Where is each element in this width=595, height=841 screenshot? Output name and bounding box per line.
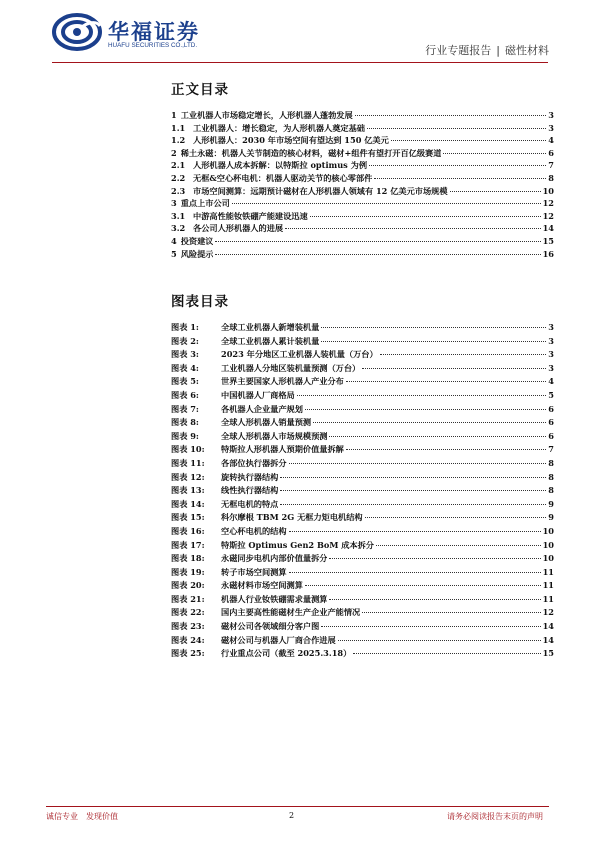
figure-number: 图表 23: [171,621,205,632]
figure-title: 国内主要高性能磁材生产企业产能情况 [221,607,361,618]
figure-number: 图表 6: [171,389,199,400]
leader-dots [353,653,540,654]
figure-title: 转子市场空间测算 [221,566,287,577]
figure-entry[interactable] [171,621,554,635]
figure-number: 图表 2: [171,335,199,346]
toc-entry[interactable] [171,186,554,199]
figure-title: 科尔摩根 TBM 2G 无框力矩电机结构 [221,512,363,523]
figure-page: 11 [542,566,554,577]
leader-dots [280,490,546,491]
figure-title: 永磁材料市场空间测算 [221,580,303,591]
figure-entry[interactable] [171,580,554,594]
figure-entry[interactable] [171,336,554,350]
figure-entry[interactable] [171,499,554,513]
leader-dots [365,517,547,518]
footer-slogan-1: 诚信专业 [46,812,78,821]
toc-entry[interactable] [171,211,554,224]
figure-number: 图表 11: [171,457,205,468]
figure-number: 图表 5: [171,376,199,387]
leader-dots [321,626,540,627]
footer-disclaimer: 请务必阅读报告末页的声明 [447,812,543,821]
figure-number: 图表 19: [171,566,205,577]
figure-number: 图表 20: [171,580,205,591]
toc-number: 1.1 [171,122,186,133]
leader-dots [362,368,546,369]
figure-page: 8 [548,485,554,496]
toc-number: 3.1 [171,210,186,221]
footer-divider [46,806,549,807]
toc-page: 4 [548,135,554,146]
figure-page: 10 [542,553,554,564]
figure-number: 图表 15: [171,512,205,523]
leader-dots [305,585,541,586]
figure-number: 图表 8: [171,417,199,428]
figure-number: 图表 17: [171,539,205,550]
toc-page: 7 [548,160,554,171]
footer-slogan-2: 发现价值 [86,812,118,821]
figure-page: 10 [542,539,554,550]
figure-entry[interactable] [171,458,554,472]
toc-entry[interactable] [171,198,554,211]
toc-title: 工业机器人：增长稳定，为人形机器人奠定基础 [193,122,365,133]
leader-dots [443,153,546,154]
figure-title: 行业重点公司（截至 2025.3.18） [221,648,352,659]
figure-title: 全球人形机器人销量预测 [221,417,312,428]
header-divider [52,62,548,63]
figure-page: 15 [542,648,554,659]
figure-title: 全球工业机器人累计装机量 [221,335,320,346]
figure-title: 中国机器人厂商格局 [221,389,295,400]
figure-number: 图表 7: [171,403,199,414]
figure-title: 机器人行业钕铁硼需求量测算 [221,593,328,604]
figure-entry[interactable] [171,444,554,458]
figure-entry[interactable] [171,322,554,336]
figure-title: 全球人形机器人市场规模预测 [221,430,328,441]
figure-page: 3 [548,349,554,360]
leader-dots [367,128,546,129]
toc-entry[interactable] [171,110,554,123]
page-number: 2 [289,811,295,820]
leader-dots [329,436,546,437]
figure-page: 3 [548,322,554,332]
figure-title: 各机器人企业量产规划 [221,403,303,414]
figure-page: 12 [542,607,554,618]
figure-number: 图表 12: [171,471,205,482]
toc-entry[interactable] [171,148,554,161]
figure-title: 世界主要国家人形机器人产业分布 [221,376,344,387]
leader-dots [232,203,541,204]
toc-title: 风险提示 [180,248,214,259]
leader-dots [305,409,546,410]
figure-number: 图表 25: [171,648,205,659]
leader-dots [346,381,546,382]
leader-dots [280,477,546,478]
figure-title: 工业机器人分地区装机量预测（万台） [221,362,361,373]
leader-dots [380,354,547,355]
figure-entry[interactable] [171,512,554,526]
toc-number: 2 [171,147,177,158]
toc-page: 16 [542,248,554,259]
figure-entry[interactable] [171,648,554,662]
figure-number: 图表 18: [171,553,205,564]
figure-entry[interactable] [171,526,554,540]
figure-title: 线性执行器结构 [221,485,279,496]
figure-title: 特斯拉人形机器人预期价值量拆解 [221,444,344,455]
figure-page: 8 [548,457,554,468]
figures-title: 图表目录 [171,294,229,310]
toc-entry[interactable] [171,223,554,236]
leader-dots [391,140,546,141]
figure-title: 各部位执行器拆分 [221,457,287,468]
leader-dots [362,612,540,613]
toc-number: 2.1 [171,160,186,171]
figure-page: 3 [548,362,554,373]
figure-number: 图表 14: [171,498,205,509]
leader-dots [280,504,546,505]
toc-page: 15 [542,235,554,246]
toc-entry[interactable] [171,135,554,148]
figure-number: 图表 3: [171,349,199,360]
toc-title: 市场空间测算：远期预计磁材在人形机器人领域有 12 亿美元市场规模 [193,185,448,196]
leader-dots [329,558,540,559]
toc-title: 各公司人形机器人的进展 [193,223,284,234]
figure-entry[interactable] [171,431,554,445]
toc-page: 3 [548,122,554,133]
figure-page: 5 [548,389,554,400]
toc-title: 工业机器人市场稳定增长，人形机器人蓬勃发展 [180,110,353,120]
figure-page: 3 [548,335,554,346]
figure-entry[interactable] [171,485,554,499]
figure-page: 6 [548,403,554,414]
figure-title: 磁材公司与机器人厂商合作进展 [221,634,336,645]
figure-entry[interactable] [171,390,554,404]
logo-chinese-name: 华福证券 [108,20,200,44]
figure-entry[interactable] [171,607,554,621]
toc-page: 10 [542,185,554,196]
leader-dots [289,531,541,532]
toc-number: 1.2 [171,135,186,146]
leader-dots [329,599,540,600]
figure-page: 9 [548,512,554,523]
figure-title: 无框电机的特点 [221,498,279,509]
leader-dots [289,463,547,464]
footer-slogan [46,811,118,822]
leader-dots [285,228,541,229]
figure-page: 14 [542,621,554,632]
huafu-emblem-icon [52,12,102,52]
figure-page: 6 [548,417,554,428]
figure-entry[interactable] [171,553,554,567]
figure-entry[interactable] [171,540,554,554]
figure-page: 8 [548,471,554,482]
toc-entry[interactable] [171,249,554,262]
report-type-label: 行业专题报告 [425,44,492,57]
toc-number: 4 [171,235,177,246]
figure-entry[interactable] [171,363,554,377]
figure-title: 2023 年分地区工业机器人装机量（万台） [221,349,378,360]
figures-list [171,322,554,662]
figure-page: 4 [548,376,554,387]
toc-title: 中游高性能钕铁硼产能建设迅速 [193,210,308,221]
leader-dots [450,191,541,192]
figure-entry[interactable] [171,404,554,418]
figure-page: 10 [542,525,554,536]
toc-entry[interactable] [171,123,554,136]
figure-number: 图表 24: [171,634,205,645]
leader-dots [355,115,547,116]
toc-title: 重点上市公司 [180,198,230,209]
leader-dots [215,241,540,242]
figure-page: 7 [548,444,554,455]
toc-list [171,110,554,261]
toc-entry[interactable] [171,160,554,173]
leader-dots [374,178,546,179]
figure-page: 11 [542,593,554,604]
figure-entry[interactable] [171,635,554,649]
toc-page: 12 [542,198,554,209]
industry-label: 磁性材料 [505,44,549,57]
figure-title: 全球工业机器人新增装机量 [221,322,320,332]
toc-entry[interactable] [171,173,554,186]
leader-dots [321,341,546,342]
logo-english-name: HUAFU SECURITIES CO.,LTD. [108,42,198,49]
toc-number: 2.3 [171,185,186,196]
huafu-logo [52,12,232,54]
toc-title: 人形机器人成本拆解：以特斯拉 optimus 为例 [193,160,368,171]
figure-page: 6 [548,430,554,441]
toc-page: 3 [548,110,554,120]
toc-number: 2.2 [171,172,186,183]
leader-dots [215,254,540,255]
toc-entry[interactable] [171,236,554,249]
figure-title: 旋转执行器结构 [221,471,279,482]
toc-number: 3 [171,198,177,209]
figure-title: 永磁同步电机内部价值量拆分 [221,553,328,564]
leader-dots [369,165,546,166]
leader-dots [289,572,541,573]
figure-entry[interactable] [171,376,554,390]
figure-number: 图表 9: [171,430,199,441]
leader-dots [321,327,546,328]
figure-entry[interactable] [171,417,554,431]
toc-title: 投资建议 [180,235,214,246]
toc-number: 5 [171,248,177,259]
figure-page: 11 [542,580,554,591]
figure-title: 空心杯电机的结构 [221,525,287,536]
figure-number: 图表 13: [171,485,205,496]
toc-page: 14 [542,223,554,234]
figure-number: 图表 4: [171,362,199,373]
figure-page: 14 [542,634,554,645]
figure-entry[interactable] [171,594,554,608]
toc-number: 3.2 [171,223,186,234]
figure-entry[interactable] [171,472,554,486]
toc-title: 正文目录 [171,82,229,98]
toc-title: 稀土永磁：机器人关节制造的核心材料，磁材+组件有望打开百亿级赛道 [180,147,442,158]
leader-dots [297,395,547,396]
leader-dots [310,216,541,217]
figure-entry[interactable] [171,349,554,363]
leader-dots [346,449,546,450]
leader-dots [338,640,541,641]
leader-dots [376,545,541,546]
header-separator: | [496,44,500,57]
figure-number: 图表 16: [171,525,205,536]
toc-page: 6 [548,147,554,158]
figure-number: 图表 22: [171,607,205,618]
figure-number: 图表 1: [171,322,199,332]
leader-dots [313,422,546,423]
figure-title: 磁材公司各领域细分客户图 [221,621,320,632]
toc-number: 1 [171,110,177,120]
figure-number: 图表 21: [171,593,205,604]
figure-title: 特斯拉 Optimus Gen2 BoM 成本拆分 [221,539,374,550]
page-header [0,0,595,68]
report-category [425,42,549,58]
toc-title: 无框&空心杯电机：机器人驱动关节的核心零部件 [193,172,373,183]
figure-page: 9 [548,498,554,509]
figure-number: 图表 10: [171,444,205,455]
toc-page: 12 [542,210,554,221]
figure-entry[interactable] [171,567,554,581]
toc-page: 8 [548,172,554,183]
toc-title: 人形机器人：2030 年市场空间有望达到 150 亿美元 [193,135,389,146]
